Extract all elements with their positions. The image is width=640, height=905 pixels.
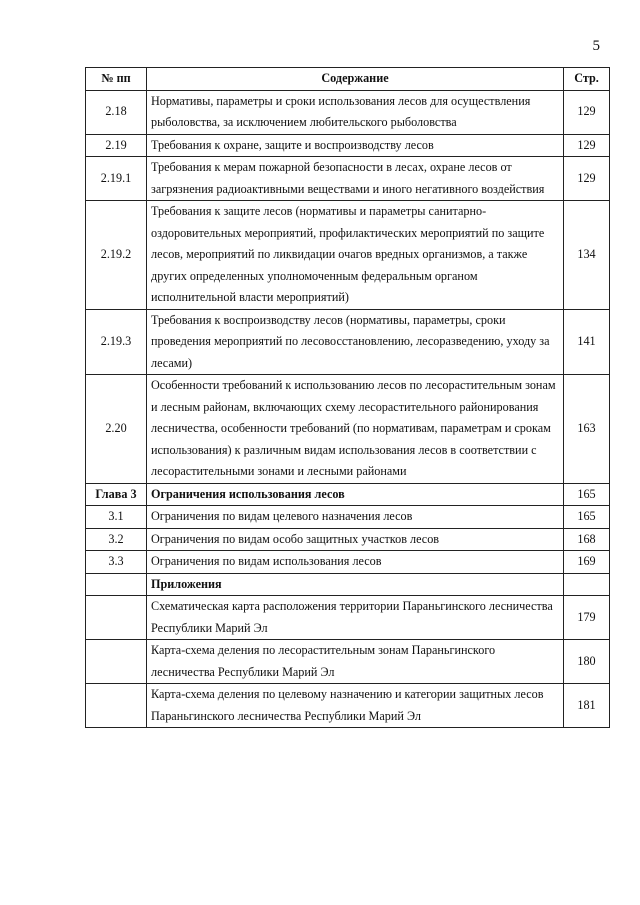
- table-row: [86, 157, 610, 201]
- table-row: [86, 551, 610, 574]
- row-number: 2.20: [86, 375, 147, 484]
- row-text: Схематическая карта расположения территории Параньгинского лесничества Республики Марий Эл: [147, 596, 564, 640]
- row-text: Ограничения по видам целевого назначения лесов: [147, 506, 564, 529]
- row-number: [86, 640, 147, 684]
- row-page: 179: [564, 596, 610, 640]
- row-page: 165: [564, 506, 610, 529]
- table-row: [86, 573, 610, 596]
- row-text: Нормативы, параметры и сроки использования лесов для осуществления рыболовства, за исключением любительского рыболовства: [147, 90, 564, 134]
- table-row: [86, 309, 610, 375]
- row-text: Ограничения использования лесов: [147, 483, 564, 506]
- header-page: Стр.: [564, 68, 610, 91]
- row-text: Требования к воспроизводству лесов (нормативы, параметры, сроки проведения мероприятий по лесовосстановлению, лесоразведению, уходу за лесами): [147, 309, 564, 375]
- row-page: 181: [564, 684, 610, 728]
- page-number: 5: [592, 38, 600, 54]
- row-number: 3.3: [86, 551, 147, 574]
- row-text: Карта-схема деления по целевому назначению и категории защитных лесов Параньгинского лесничества Республики Марий Эл: [147, 684, 564, 728]
- row-text: Карта-схема деления по лесорастительным зонам Параньгинского лесничества Республики Марий Эл: [147, 640, 564, 684]
- table-row: [86, 375, 610, 484]
- table-row: [86, 640, 610, 684]
- row-number: 2.19: [86, 134, 147, 157]
- row-number: [86, 573, 147, 596]
- row-number: [86, 684, 147, 728]
- row-number: 2.18: [86, 90, 147, 134]
- row-page: 129: [564, 134, 610, 157]
- row-text: Требования к охране, защите и воспроизводству лесов: [147, 134, 564, 157]
- table-row: [86, 201, 610, 310]
- row-text: Требования к мерам пожарной безопасности в лесах, охране лесов от загрязнения радиоактивными веществами и иного негативного воздействия: [147, 157, 564, 201]
- row-page: 165: [564, 483, 610, 506]
- row-page: [564, 573, 610, 596]
- row-number: 3.2: [86, 528, 147, 551]
- row-number: [86, 596, 147, 640]
- row-page: 129: [564, 157, 610, 201]
- row-page: 180: [564, 640, 610, 684]
- row-page: 134: [564, 201, 610, 310]
- row-page: 168: [564, 528, 610, 551]
- table-header-row: [86, 68, 610, 91]
- header-number: № пп: [86, 68, 147, 91]
- row-number: 2.19.3: [86, 309, 147, 375]
- row-number: Глава 3: [86, 483, 147, 506]
- row-text: Ограничения по видам использования лесов: [147, 551, 564, 574]
- row-text: Требования к защите лесов (нормативы и параметры санитарно-оздоровительных мероприятий, профилактических мероприятий по защите лесов, мероприятий по ликвидации очагов вредных организмов, а также других определенных уполномоченным федеральным органом исполнительной власти мероприятий): [147, 201, 564, 310]
- row-page: 169: [564, 551, 610, 574]
- table-row: [86, 528, 610, 551]
- table-of-contents: [85, 67, 610, 728]
- row-page: 141: [564, 309, 610, 375]
- row-page: 129: [564, 90, 610, 134]
- row-page: 163: [564, 375, 610, 484]
- row-text: Особенности требований к использованию лесов по лесорастительным зонам и лесным районам, включающих схему лесорастительного районирования лесничества, особенности требований (по нормативам, параметрам и срокам использования) к различным видам использования лесов в соответствии с лесорастительными зонами и лесными районами: [147, 375, 564, 484]
- table-row: [86, 483, 610, 506]
- table-row: [86, 684, 610, 728]
- row-text: Ограничения по видам особо защитных участков лесов: [147, 528, 564, 551]
- row-number: 3.1: [86, 506, 147, 529]
- table-row: [86, 90, 610, 134]
- row-number: 2.19.2: [86, 201, 147, 310]
- table-row: [86, 506, 610, 529]
- row-number: 2.19.1: [86, 157, 147, 201]
- row-text: Приложения: [147, 573, 564, 596]
- table-row: [86, 596, 610, 640]
- table-row: [86, 134, 610, 157]
- header-contents: Содержание: [147, 68, 564, 91]
